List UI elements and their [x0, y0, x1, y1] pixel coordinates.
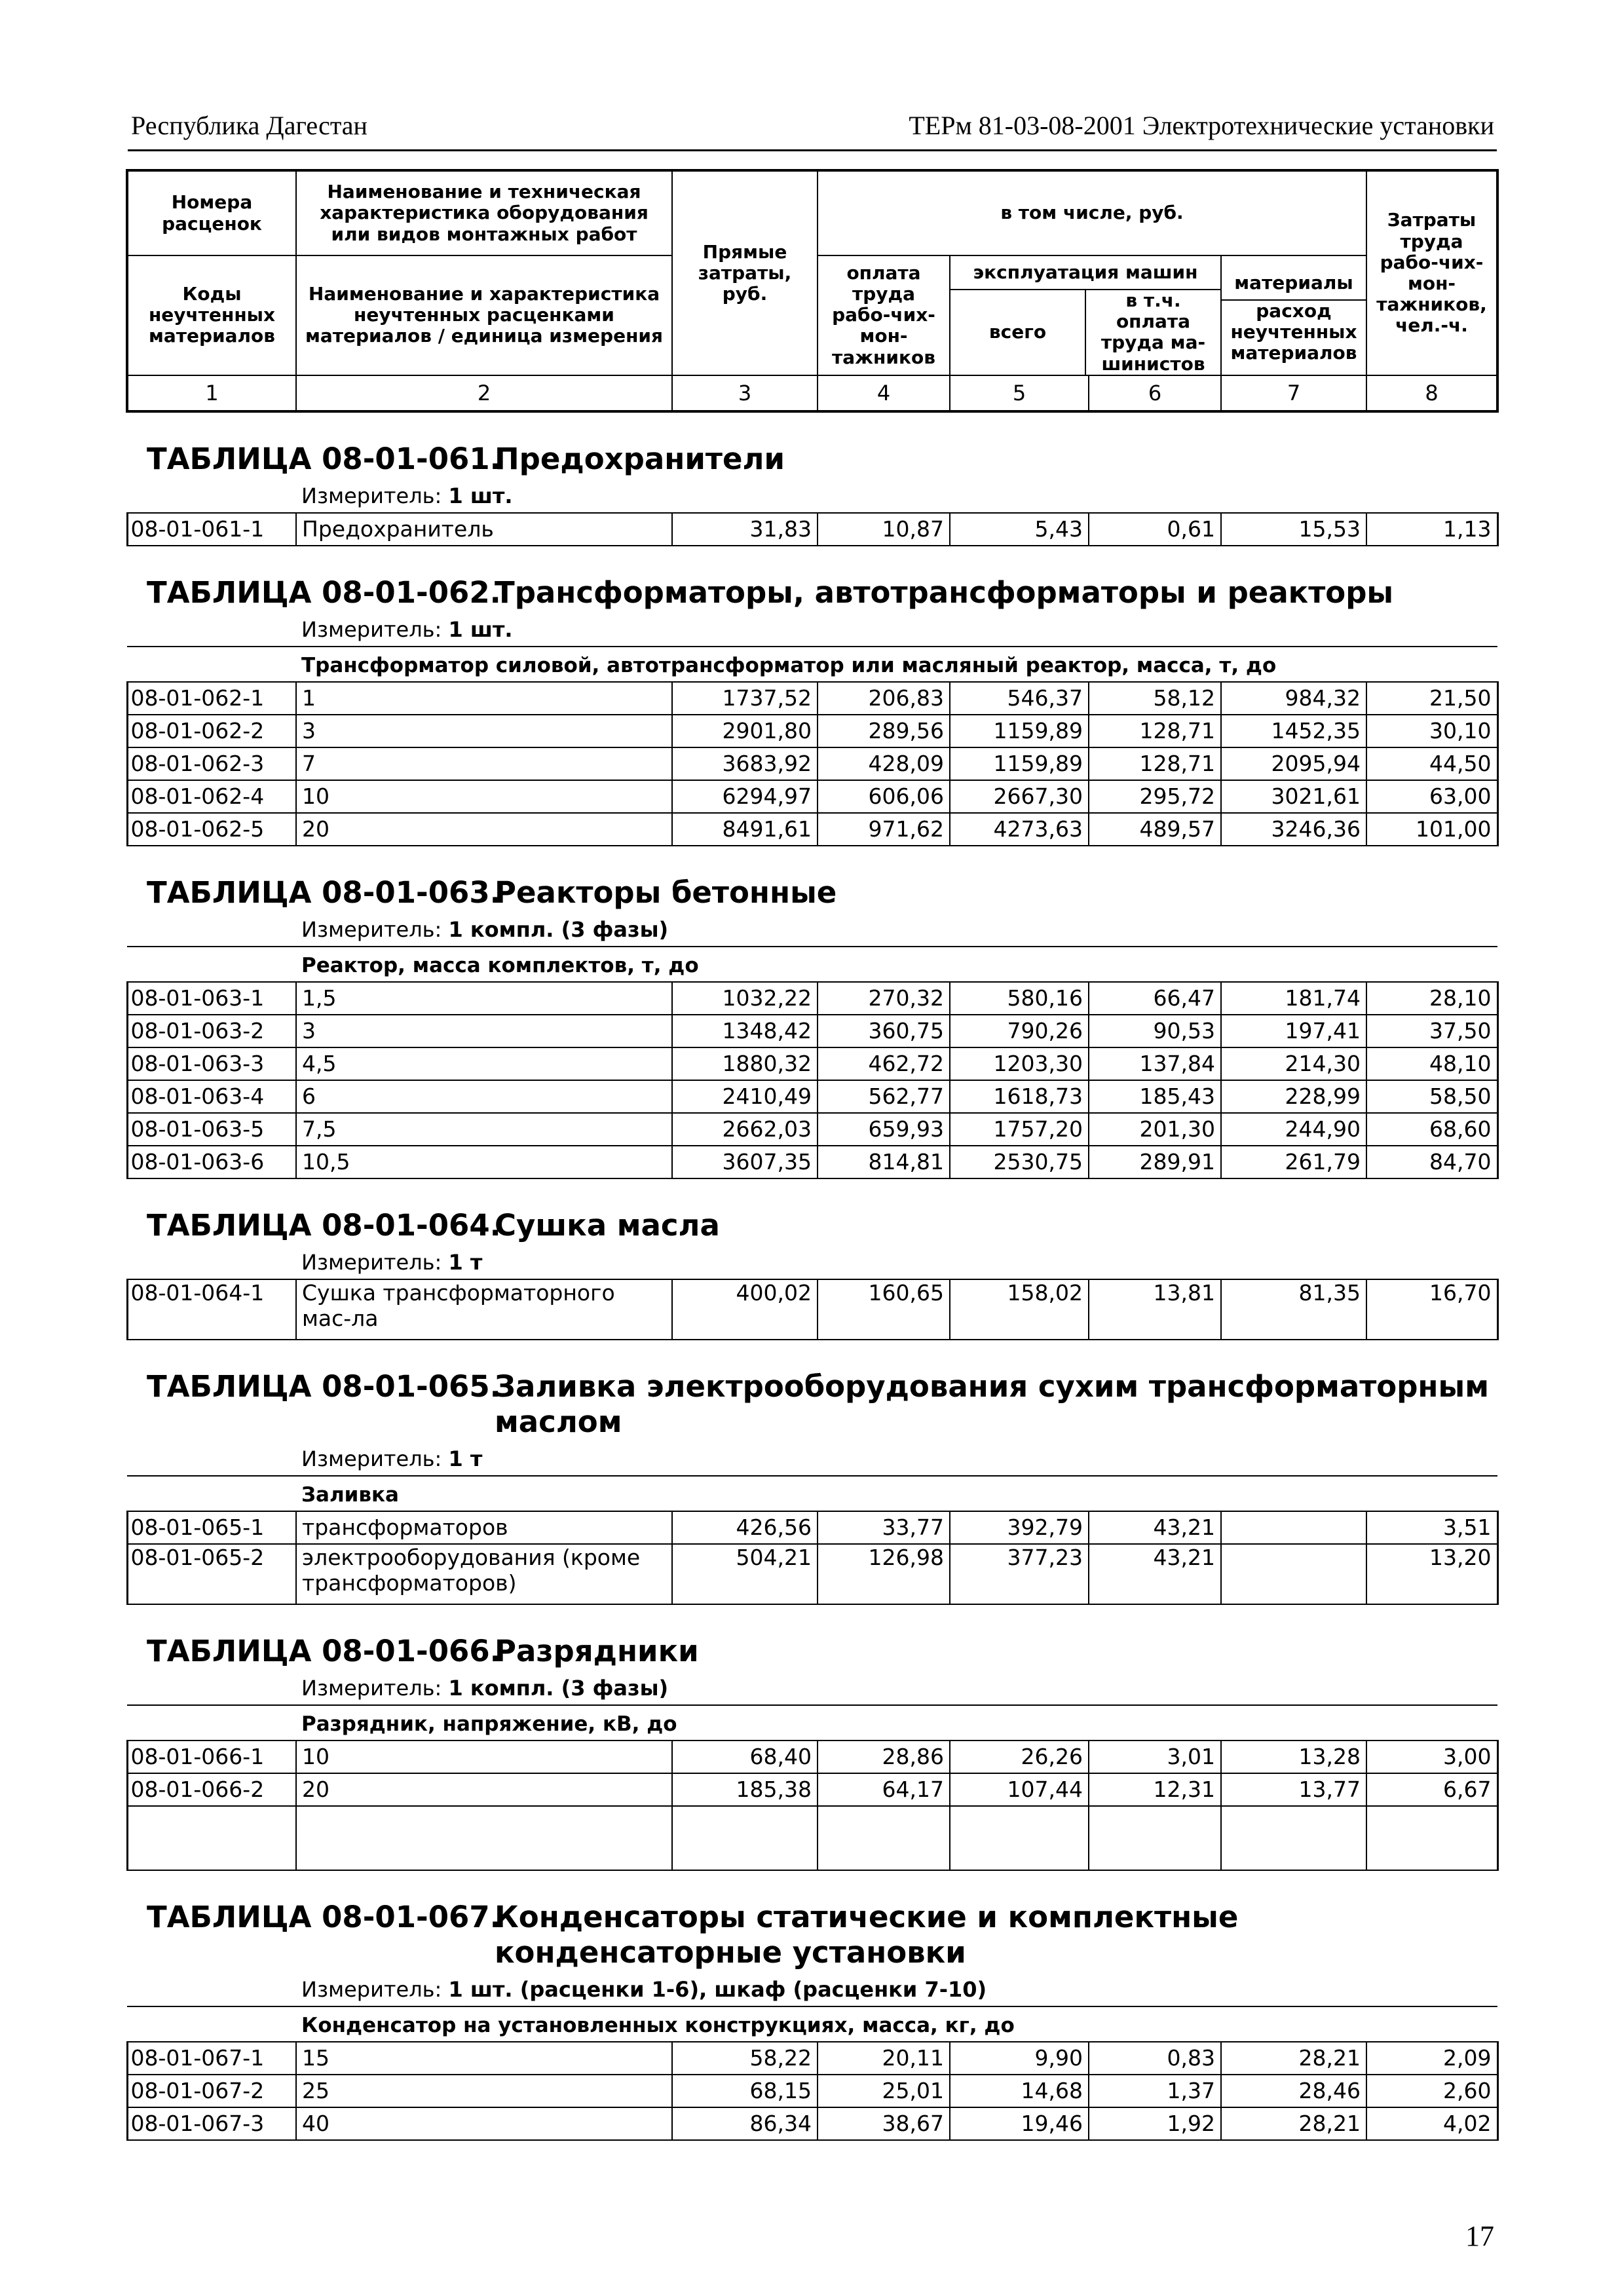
section-title	[147, 875, 1492, 911]
column-number: 7	[1221, 375, 1366, 411]
section-number: 08-01-063.	[322, 875, 501, 910]
section-title-row	[127, 1604, 1497, 1676]
section-number: 08-01-067.	[322, 1899, 501, 1934]
meter-value: 1 шт.	[448, 483, 513, 508]
rate-name: 3	[296, 715, 672, 747]
rate-name: трансформаторов	[296, 1511, 672, 1544]
table-row	[127, 1544, 1497, 1604]
section-meter-row	[127, 1250, 1497, 1279]
section-table-number	[147, 1368, 501, 1440]
rate-code: 08-01-065-1	[127, 1511, 296, 1544]
col-header-labor-hours: Затраты труда рабо-чих-мон-тажников, чел.-ч.	[1366, 170, 1497, 375]
rate-value: 137,84	[1089, 1047, 1221, 1080]
section-number: 08-01-066.	[322, 1633, 501, 1668]
rate-value: 107,44	[950, 1773, 1089, 1806]
rate-name: Сушка трансформаторного мас-ла	[296, 1279, 672, 1340]
rate-name: 10,5	[296, 1146, 672, 1178]
col-header-worker-pay: оплата труда рабо-чих-мон-тажников	[818, 255, 950, 375]
section-name: Сушка масла	[495, 1207, 720, 1243]
rate-value: 13,28	[1221, 1741, 1366, 1773]
rate-value: 84,70	[1366, 1146, 1497, 1178]
section-subheading: Трансформатор силовой, автотрансформатор или масляный реактор, масса, т, до	[296, 647, 1497, 682]
rate-value: 3,51	[1366, 1511, 1497, 1544]
rate-value: 214,30	[1221, 1047, 1366, 1080]
rate-value: 19,46	[950, 2107, 1089, 2140]
section-prefix: ТАБЛИЦА	[147, 1368, 312, 1404]
section-prefix: ТАБЛИЦА	[147, 441, 312, 476]
rate-code: 08-01-062-2	[127, 715, 296, 747]
rate-value: 66,47	[1089, 982, 1221, 1015]
section-title	[147, 1900, 1492, 1970]
column-number: 8	[1366, 375, 1497, 411]
rate-value: 814,81	[818, 1146, 950, 1178]
section-name: Реакторы бетонные	[495, 875, 837, 910]
rate-name: 40	[296, 2107, 672, 2140]
rate-value: 2530,75	[950, 1146, 1089, 1178]
blank-cell	[1366, 1806, 1497, 1870]
rate-value: 790,26	[950, 1015, 1089, 1047]
section-subheading: Заливка	[296, 1476, 1497, 1511]
rate-value: 1159,89	[950, 747, 1089, 780]
meter-label: Измеритель:	[301, 1446, 442, 1471]
rate-value: 20,11	[818, 2042, 950, 2075]
rate-value: 185,43	[1089, 1080, 1221, 1113]
table-row	[127, 2075, 1497, 2107]
rate-name: 3	[296, 1015, 672, 1047]
rate-code: 08-01-062-3	[127, 747, 296, 780]
rate-code: 08-01-067-1	[127, 2042, 296, 2075]
rate-value: 3683,92	[672, 747, 818, 780]
section-meter-row	[127, 917, 1497, 947]
section-name: Конденсаторы статические и комплектные конденсаторные установки	[495, 1899, 1239, 1970]
col-header-rate-numbers: Номера расценок	[127, 170, 296, 255]
rate-value: 37,50	[1366, 1015, 1497, 1047]
rate-value: 158,02	[950, 1279, 1089, 1340]
rate-value: 462,72	[818, 1047, 950, 1080]
blank-cell	[296, 1806, 672, 1870]
section-table-number	[147, 875, 501, 911]
section-subheading: Разрядник, напряжение, кВ, до	[296, 1705, 1497, 1741]
rate-value: 3,01	[1089, 1741, 1221, 1773]
section-subheading-row	[127, 1476, 1497, 1511]
blank-cell	[1089, 1806, 1221, 1870]
table-row	[127, 780, 1497, 813]
table-row	[127, 715, 1497, 747]
rate-value: 2410,49	[672, 1080, 818, 1113]
rate-value: 6294,97	[672, 780, 818, 813]
blank-cell	[127, 1806, 296, 1870]
section-title	[147, 575, 1492, 611]
meter-label: Измеритель:	[301, 1976, 442, 2002]
section-prefix: ТАБЛИЦА	[147, 574, 312, 610]
rate-value: 1348,42	[672, 1015, 818, 1047]
rate-code: 08-01-066-1	[127, 1741, 296, 1773]
rate-value: 1452,35	[1221, 715, 1366, 747]
rate-value: 28,10	[1366, 982, 1497, 1015]
rate-value: 360,75	[818, 1015, 950, 1047]
table-row	[127, 982, 1497, 1015]
section-title-row	[127, 411, 1497, 483]
rate-value: 984,32	[1221, 682, 1366, 715]
rate-value: 90,53	[1089, 1015, 1221, 1047]
section-prefix: ТАБЛИЦА	[147, 1899, 312, 1934]
rate-value: 1880,32	[672, 1047, 818, 1080]
column-number: 2	[296, 375, 672, 411]
section-prefix: ТАБЛИЦА	[147, 1633, 312, 1668]
col-header-machines-group	[950, 255, 1221, 375]
rate-value: 9,90	[950, 2042, 1089, 2075]
section-table-number	[147, 574, 501, 611]
col-header-machines-total: всего	[950, 290, 1085, 375]
table-row	[127, 747, 1497, 780]
table-row	[127, 513, 1497, 546]
rate-value: 289,56	[818, 715, 950, 747]
rate-value: 26,26	[950, 1741, 1089, 1773]
meter-value: 1 т	[448, 1446, 483, 1471]
rate-value: 1618,73	[950, 1080, 1089, 1113]
table-row	[127, 1080, 1497, 1113]
section-table-number	[147, 1207, 501, 1243]
section-number: 08-01-065.	[322, 1368, 501, 1404]
rate-code: 08-01-063-4	[127, 1080, 296, 1113]
section-title	[147, 442, 1492, 477]
section-prefix: ТАБЛИЦА	[147, 875, 312, 910]
rate-value: 58,12	[1089, 682, 1221, 715]
rate-code: 08-01-062-1	[127, 682, 296, 715]
rate-value: 128,71	[1089, 747, 1221, 780]
section-title-row	[127, 846, 1497, 917]
rate-value: 400,02	[672, 1279, 818, 1340]
rate-value: 2,09	[1366, 2042, 1497, 2075]
rate-name: 7	[296, 747, 672, 780]
rate-value: 28,21	[1221, 2042, 1366, 2075]
rate-value: 3,00	[1366, 1741, 1497, 1773]
table-row	[127, 1113, 1497, 1146]
rate-value: 546,37	[950, 682, 1089, 715]
rate-code: 08-01-063-2	[127, 1015, 296, 1047]
section-subheading-row	[127, 947, 1497, 982]
rate-value: 25,01	[818, 2075, 950, 2107]
rate-value: 201,30	[1089, 1113, 1221, 1146]
rate-code: 08-01-062-5	[127, 813, 296, 846]
page-number: 17	[1465, 2220, 1494, 2252]
rate-value: 68,60	[1366, 1113, 1497, 1146]
rate-code: 08-01-067-3	[127, 2107, 296, 2140]
rate-code: 08-01-063-1	[127, 982, 296, 1015]
rate-value: 2,60	[1366, 2075, 1497, 2107]
meter-value: 1 т	[448, 1249, 483, 1275]
rate-code: 08-01-061-1	[127, 513, 296, 546]
rate-value: 64,17	[818, 1773, 950, 1806]
rate-value: 2667,30	[950, 780, 1089, 813]
table-row	[127, 1741, 1497, 1773]
rate-value: 426,56	[672, 1511, 818, 1544]
rate-code: 08-01-062-4	[127, 780, 296, 813]
meter-label: Измеритель:	[301, 1675, 442, 1701]
rate-code: 08-01-066-2	[127, 1773, 296, 1806]
column-number: 6	[1089, 375, 1221, 411]
rate-value: 0,83	[1089, 2042, 1221, 2075]
table-row	[127, 2042, 1497, 2075]
rate-value: 206,83	[818, 682, 950, 715]
rate-value: 1757,20	[950, 1113, 1089, 1146]
col-header-machinist-pay: в т.ч. оплата труда ма-шинистов	[1100, 290, 1206, 375]
rate-value: 392,79	[950, 1511, 1089, 1544]
meter-label: Измеритель:	[301, 916, 442, 942]
column-number: 5	[950, 375, 1089, 411]
rate-value: 2901,80	[672, 715, 818, 747]
section-title-row	[127, 1340, 1497, 1446]
rate-value: 101,00	[1366, 813, 1497, 846]
rate-value: 2095,94	[1221, 747, 1366, 780]
rate-value: 4273,63	[950, 813, 1089, 846]
rate-name: 10	[296, 1741, 672, 1773]
rate-value: 128,71	[1089, 715, 1221, 747]
rate-value: 1203,30	[950, 1047, 1089, 1080]
rate-value: 580,16	[950, 982, 1089, 1015]
section-name: Разрядники	[495, 1633, 699, 1668]
section-subheading-row	[127, 1705, 1497, 1741]
rate-value: 295,72	[1089, 780, 1221, 813]
rate-code: 08-01-064-1	[127, 1279, 296, 1340]
rate-value: 14,68	[950, 2075, 1089, 2107]
rate-name: 15	[296, 2042, 672, 2075]
section-subheading-row	[127, 647, 1497, 682]
table-row	[127, 1146, 1497, 1178]
rate-name: электрооборудования (кроме трансформаторов)	[296, 1544, 672, 1604]
section-title-row	[127, 1178, 1497, 1250]
meter-value: 1 компл. (3 фазы)	[448, 916, 669, 942]
blank-row	[127, 1806, 1497, 1870]
rate-value: 1,37	[1089, 2075, 1221, 2107]
rate-value: 86,34	[672, 2107, 818, 2140]
rate-name: 7,5	[296, 1113, 672, 1146]
rate-name: 20	[296, 1773, 672, 1806]
section-meter-row	[127, 483, 1497, 513]
rate-name: 6	[296, 1080, 672, 1113]
rate-value: 13,20	[1366, 1544, 1497, 1604]
rate-value: 58,50	[1366, 1080, 1497, 1113]
rate-value: 43,21	[1089, 1544, 1221, 1604]
section-meter-row	[127, 1446, 1497, 1476]
rate-value: 28,46	[1221, 2075, 1366, 2107]
rate-code: 08-01-063-6	[127, 1146, 296, 1178]
col-header-including: в том числе, руб.	[818, 170, 1366, 255]
rate-value: 428,09	[818, 747, 950, 780]
table-row	[127, 1511, 1497, 1544]
rate-value: 270,32	[818, 982, 950, 1015]
rate-value: 1159,89	[950, 715, 1089, 747]
section-name: Трансформаторы, автотрансформаторы и реакторы	[495, 574, 1394, 610]
section-name: Предохранители	[495, 441, 785, 476]
header-rule	[128, 149, 1497, 151]
rate-value: 228,99	[1221, 1080, 1366, 1113]
rate-value: 4,02	[1366, 2107, 1497, 2140]
rate-value: 489,57	[1089, 813, 1221, 846]
section-prefix: ТАБЛИЦА	[147, 1207, 312, 1243]
meter-value: 1 компл. (3 фазы)	[448, 1675, 669, 1701]
rate-value: 3246,36	[1221, 813, 1366, 846]
rate-value: 13,77	[1221, 1773, 1366, 1806]
table-row	[127, 813, 1497, 846]
rate-name: 4,5	[296, 1047, 672, 1080]
price-table	[126, 169, 1496, 2141]
rate-value: 68,40	[672, 1741, 818, 1773]
rate-value: 48,10	[1366, 1047, 1497, 1080]
section-title-row	[127, 546, 1497, 617]
table-row	[127, 1015, 1497, 1047]
rate-value: 44,50	[1366, 747, 1497, 780]
rate-value: 1737,52	[672, 682, 818, 715]
section-table-number	[147, 1899, 501, 1970]
table-row	[127, 682, 1497, 715]
rate-value: 68,15	[672, 2075, 818, 2107]
rate-value: 63,00	[1366, 780, 1497, 813]
section-title-row	[127, 1870, 1497, 1977]
rate-name: 10	[296, 780, 672, 813]
rate-value: 1,92	[1089, 2107, 1221, 2140]
rate-value: 160,65	[818, 1279, 950, 1340]
rate-value: 28,86	[818, 1741, 950, 1773]
col-header-direct-costs: Прямые затраты, руб.	[672, 170, 818, 375]
rate-value: 181,74	[1221, 982, 1366, 1015]
rate-value: 8491,61	[672, 813, 818, 846]
rate-value: 126,98	[818, 1544, 950, 1604]
rate-value: 289,91	[1089, 1146, 1221, 1178]
meter-label: Измеритель:	[301, 616, 442, 642]
rate-code: 08-01-067-2	[127, 2075, 296, 2107]
blank-cell	[818, 1806, 950, 1870]
section-meter-row	[127, 1676, 1497, 1705]
table-row	[127, 1047, 1497, 1080]
rate-name: 20	[296, 813, 672, 846]
rate-value: 1,13	[1366, 513, 1497, 546]
column-number: 4	[818, 375, 950, 411]
header-document-title: ТЕРм 81-03-08-2001 Электротехнические установки	[909, 111, 1494, 140]
blank-cell	[1221, 1806, 1366, 1870]
rate-value	[1221, 1511, 1366, 1544]
section-subheading: Реактор, масса комплектов, т, до	[296, 947, 1497, 982]
rate-value: 261,79	[1221, 1146, 1366, 1178]
rate-value: 2662,03	[672, 1113, 818, 1146]
col-header-machine-operation: эксплуатация машин	[950, 256, 1220, 290]
section-subheading: Конденсатор на установленных конструкциях, масса, кг, до	[296, 2006, 1497, 2042]
section-table-number	[147, 441, 501, 477]
rate-code: 08-01-065-2	[127, 1544, 296, 1604]
rate-value: 33,77	[818, 1511, 950, 1544]
column-number: 3	[672, 375, 818, 411]
section-name: Заливка электрооборудования сухим трансформаторным маслом	[495, 1368, 1490, 1439]
col-header-unaccounted-materials: расход неучтенных материалов	[1230, 300, 1357, 364]
rate-value: 0,61	[1089, 513, 1221, 546]
rate-value: 6,67	[1366, 1773, 1497, 1806]
col-header-material-codes: Коды неучтенных материалов	[127, 255, 296, 375]
meter-label: Измеритель:	[301, 483, 442, 508]
rate-name: Предохранитель	[296, 513, 672, 546]
rate-value: 12,31	[1089, 1773, 1221, 1806]
rate-value: 1032,22	[672, 982, 818, 1015]
rate-value	[1221, 1544, 1366, 1604]
rate-value: 185,38	[672, 1773, 818, 1806]
table-row	[127, 2107, 1497, 2140]
rate-value: 13,81	[1089, 1279, 1221, 1340]
rate-value: 16,70	[1366, 1279, 1497, 1340]
rate-value: 43,21	[1089, 1511, 1221, 1544]
section-meter-row	[127, 1977, 1497, 2006]
header-region: Республика Дагестан	[131, 111, 367, 140]
col-header-materials: материалы	[1222, 267, 1366, 300]
rate-value: 38,67	[818, 2107, 950, 2140]
rate-value: 562,77	[818, 1080, 950, 1113]
section-number: 08-01-062.	[322, 574, 501, 610]
meter-value: 1 шт.	[448, 616, 513, 642]
column-number: 1	[127, 375, 296, 411]
section-table-number	[147, 1633, 501, 1669]
table-row	[127, 1773, 1497, 1806]
rate-value: 3021,61	[1221, 780, 1366, 813]
section-meter-row	[127, 617, 1497, 647]
rate-value: 81,35	[1221, 1279, 1366, 1340]
section-title	[147, 1369, 1492, 1440]
rate-value: 504,21	[672, 1544, 818, 1604]
rate-value: 377,23	[950, 1544, 1089, 1604]
meter-label: Измеритель:	[301, 1249, 442, 1275]
col-header-material-name: Наименование и характеристика неучтенных расценками материалов / единица измерения	[296, 255, 672, 375]
rate-value: 28,21	[1221, 2107, 1366, 2140]
rate-value: 244,90	[1221, 1113, 1366, 1146]
section-number: 08-01-064.	[322, 1207, 501, 1243]
blank-cell	[950, 1806, 1089, 1870]
section-title	[147, 1208, 1492, 1243]
col-header-work-name: Наименование и техническая характеристика оборудования или видов монтажных работ	[296, 170, 672, 255]
rate-value: 659,93	[818, 1113, 950, 1146]
meter-value: 1 шт. (расценки 1-6), шкаф (расценки 7-10)	[448, 1976, 987, 2002]
rate-value: 58,22	[672, 2042, 818, 2075]
rate-value: 197,41	[1221, 1015, 1366, 1047]
rate-name: 25	[296, 2075, 672, 2107]
section-number: 08-01-061.	[322, 441, 501, 476]
rate-code: 08-01-063-5	[127, 1113, 296, 1146]
table-row	[127, 1279, 1497, 1340]
col-header-materials-group	[1221, 255, 1366, 375]
section-subheading-row	[127, 2006, 1497, 2042]
rate-code: 08-01-063-3	[127, 1047, 296, 1080]
rate-name: 1	[296, 682, 672, 715]
rate-value: 21,50	[1366, 682, 1497, 715]
rate-value: 971,62	[818, 813, 950, 846]
rate-value: 10,87	[818, 513, 950, 546]
rate-name: 1,5	[296, 982, 672, 1015]
rate-value: 15,53	[1221, 513, 1366, 546]
rate-value: 606,06	[818, 780, 950, 813]
rate-value: 3607,35	[672, 1146, 818, 1178]
rate-value: 31,83	[672, 513, 818, 546]
rate-value: 30,10	[1366, 715, 1497, 747]
section-title	[147, 1634, 1492, 1669]
blank-cell	[672, 1806, 818, 1870]
rate-value: 5,43	[950, 513, 1089, 546]
